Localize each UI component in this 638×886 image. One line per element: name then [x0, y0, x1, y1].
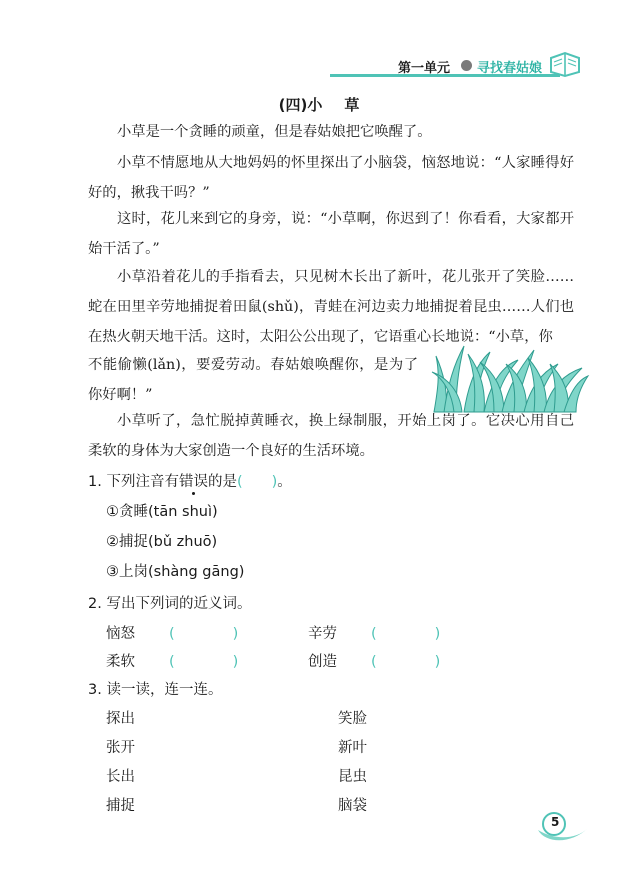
- match-right-item[interactable]: 昆虫: [338, 769, 367, 785]
- match-left-item[interactable]: 捕捉: [106, 798, 135, 814]
- synonym-word: 辛劳: [308, 626, 337, 642]
- question-1-end: 。: [277, 474, 292, 490]
- match-right-item[interactable]: 笑脸: [338, 711, 367, 727]
- option-c-label: ③上岗: [106, 564, 148, 580]
- passage-title: [0, 94, 638, 115]
- question-1-dotted: 错误: [178, 474, 208, 490]
- synonym-item: [308, 650, 440, 671]
- synonym-blank[interactable]: ( ): [169, 654, 239, 670]
- page-number-badge: [532, 810, 592, 846]
- synonym-item: [106, 622, 238, 643]
- question-1-prompt: 1. 下列注音有: [88, 474, 179, 490]
- option-c-pinyin: (shàng gāng): [148, 564, 245, 580]
- option-b[interactable]: [106, 530, 217, 551]
- paragraph-4: 小草沿着花儿的手指看去，只见树木长出了新叶，花儿张开了笑脸……蛇在田里辛劳地捕捉着田鼠(shǔ)，青蛙在河边卖力地捕捉着昆虫……人们也在热火朝天地干活。这时，太阳公公出现了，它语重心长地说：“小草，你: [88, 269, 574, 345]
- option-c[interactable]: [106, 560, 244, 581]
- option-b-pinyin: (bǔ zhuō): [148, 534, 218, 550]
- match-right-item[interactable]: 新叶: [338, 740, 367, 756]
- synonym-item: [308, 622, 440, 643]
- synonym-word: 柔软: [106, 654, 135, 670]
- synonym-word: 恼怒: [106, 626, 135, 642]
- unit-theme: 寻找春姑娘: [477, 61, 543, 76]
- match-left-item[interactable]: 探出: [106, 711, 135, 727]
- synonym-item: [106, 650, 238, 671]
- option-b-label: ②捕捉: [106, 534, 148, 550]
- option-a[interactable]: [106, 500, 218, 521]
- paragraph-2: 小草不情愿地从大地妈妈的怀里探出了小脑袋，恼怒地说：“人家睡得好好的，揪我干吗？”: [88, 155, 574, 201]
- question-1: [88, 470, 292, 491]
- question-1-emphasis: [179, 474, 208, 490]
- synonym-blank[interactable]: ( ): [371, 654, 441, 670]
- match-left-item[interactable]: 张开: [106, 740, 135, 756]
- question-2-prompt: 2. 写出下列词的近义词。: [88, 596, 252, 612]
- synonym-blank[interactable]: ( ): [371, 626, 441, 642]
- match-left-item[interactable]: 长出: [106, 769, 135, 785]
- paragraph-4-continued: 不能偷懒(lǎn)，要爱劳动。春姑娘唤醒你，是为了你好啊！”: [88, 357, 418, 403]
- header-dot-icon: [461, 60, 472, 71]
- paragraph-1: 小草是一个贪睡的顽童，但是春姑娘把它唤醒了。: [117, 124, 432, 140]
- book-icon: [548, 50, 582, 78]
- unit-label: 第一单元: [398, 61, 451, 76]
- option-a-pinyin: (tān shuì): [148, 504, 218, 520]
- question-1-suffix: 的是: [207, 474, 237, 490]
- answer-blank[interactable]: ( ): [236, 474, 278, 490]
- paragraph-5: 小草听了，急忙脱掉黄睡衣，换上绿制服，开始上岗了。它决心用自己柔软的身体为大家创造一个良好的生活环境。: [88, 413, 574, 459]
- synonym-blank[interactable]: ( ): [169, 626, 239, 642]
- page-number: 5: [551, 815, 560, 829]
- grass-illustration: [430, 334, 590, 414]
- option-a-label: ①贪睡: [106, 504, 148, 520]
- question-3-prompt: 3. 读一读，连一连。: [88, 682, 223, 698]
- match-right-item[interactable]: 脑袋: [338, 798, 367, 814]
- passage-title-word: 草: [344, 96, 360, 114]
- passage-title-number: (四)小: [278, 96, 323, 114]
- synonym-word: 创造: [308, 654, 337, 670]
- paragraph-3: 这时，花儿来到它的身旁，说：“小草啊，你迟到了！你看看，大家都开始干活了。”: [88, 211, 574, 257]
